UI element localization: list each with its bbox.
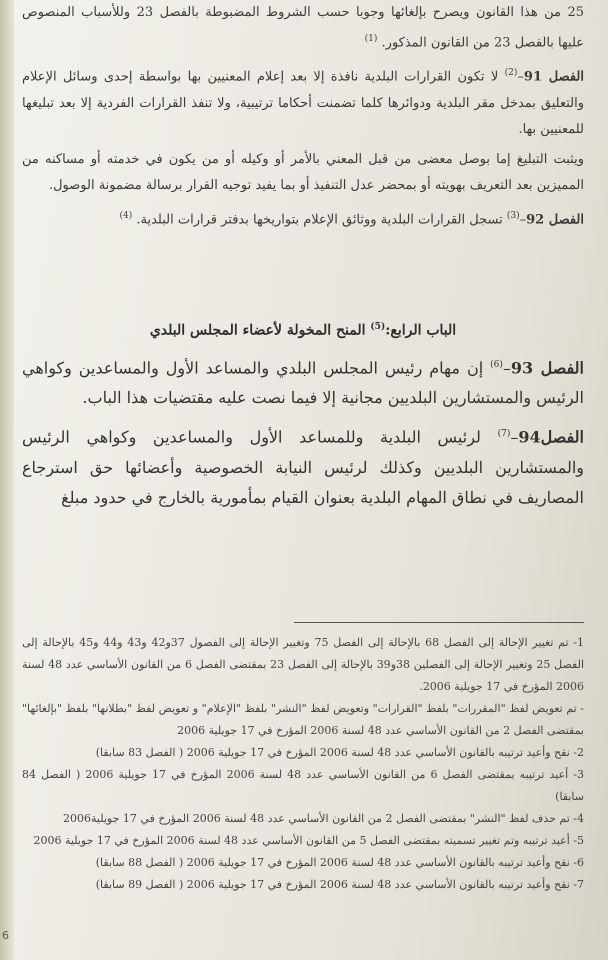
footnote-ref: (6) [490, 360, 503, 370]
paragraph-notification: ويثبت التبليغ إما بوصل معضى من قبل المعني بالأمر أو وكيله أو من يكون في خدمته أو مساكنه من المميزين بعد التعريف بهويته أو بمحضر عدل التنفيذ أو بما يفيد توجيه القرار برسالة مضمونة الوصول. [22, 151, 584, 193]
section-heading: الباب الرابع:$^{(5)}$ المنح المخولة لأعضاء المجلس البلدي [149, 322, 457, 339]
footnote: 3- أعيد ترتيبه بمقتضى الفصل 6 من القانون الأساسي عدد 48 لسنة 2006 المؤرخ في 17 جويلية 2006 ( الفصل 84 سابقا) [22, 768, 585, 803]
paragraph-continuation: 25 من هذا القانون ويصرح بإلغائها وجوبا حسب الشروط المضبوطة بالفصل 23 وللأسباب المنصوص عليها بالفصل 23 من القانون المذكور. $^{(1)}$ [22, 5, 584, 51]
article-94: الفصل94–$^{(7)}$ لرئيس البلدية وللمساعد الأول والمساعدين وكواهي الرئيس والمستشارين البلديين وكذلك لرئيس النيابة الخصوصية وأعضائها حق استرجاع المصاريف في نطاق المهام البلدية بعنوان القيام بمأمورية بالخارج في حدود مبلغ [22, 427, 584, 507]
footnote: 6- نقح وأعيد ترتيبه بالقانون الأساسي عدد 48 لسنة 2006 المؤرخ في 17 جويلية 2006 ( الفصل 88 سابقا) [95, 856, 584, 869]
article-label: الفصل 92 [526, 211, 584, 227]
article-92: الفصل 92–$^{(3)}$ تسجل القرارات البلدية ووثائق الإعلام بتواريخها بدفتر قرارات البلدية. $^{(4)}$ [119, 210, 584, 227]
article-text: لرئيس البلدية وللمساعد الأول والمساعدين وكواهي الرئيس والمستشارين البلديين وكذلك لرئيس النيابة الخصوصية وأعضائها حق استرجاع المصاريف في نطاق المهام البلدية بعنوان القيام بمأمورية بالخارج في حدود مبلغ [22, 427, 584, 507]
footnote: - تم تعويض لفظ "المقررات" بلفظ "القرارات" وتعويض لفظ "النشر" بلفظ "الإعلام" و تعويض لفظ "بطلانها" بلفظ "بإلغائها" بمقتضى الفصل 2 من القانون الأساسي عدد 48 لسنة 2006 المؤرخ في 17 جويلية 2006 [22, 702, 584, 737]
footnote-ref: (5) [370, 322, 386, 332]
footnote-divider [294, 622, 584, 623]
footnote-ref: (7) [497, 429, 511, 440]
main-text-block [22, 350, 584, 519]
page-number: 6 [2, 929, 9, 942]
top-text-block [22, 0, 584, 237]
article-91: الفصل 91–$^{(2)}$ لا تكون القرارات البلدية نافذة إلا بعد إعلام المعنيين بها بواسطة إحدى وسائل الإعلام والتعليق بمدخل مقر البلدية ودوائرها كلما تضمنت أحكاما ترتيبية، ولا تنفذ القرارات الفردية إلا بعد تبليغها للمعنيين بها. [22, 68, 584, 137]
article-label: الفصل 93 [510, 358, 584, 378]
footnote-ref: (3) [506, 210, 520, 221]
footnote: 7- نقح وأعيد ترتيبه بالقانون الأساسي عدد 48 لسنة 2006 المؤرخ في 17 جويلية 2006 ( الفصل 89 سابقا) [95, 878, 584, 891]
section-title: المنح المخولة لأعضاء المجلس البلدي [149, 322, 366, 339]
article-label: الفصل94 [518, 427, 584, 447]
footnotes [22, 632, 584, 896]
book-spine [0, 0, 14, 960]
footnote-ref: (2) [504, 68, 518, 79]
footnote: 2- نقح وأعيد ترتيبه بالقانون الأساسي عدد 48 لسنة 2006 المؤرخ في 17 جويلية 2006 ( الفصل 83 سابقا) [95, 746, 584, 759]
article-label: الفصل 91 [523, 69, 584, 85]
article-93: الفصل 93–$^{(6)}$ إن مهام رئيس المجلس البلدي والمساعد الأول والمساعدين وكواهي الرئيس والمستشارين البلديين مجانية إلا فيما نصت عليه مقتضيات هذا الباب. [22, 358, 584, 408]
footnote: 5- أعيد ترتيبه وتم تغيير تسميته بمقتضى الفصل 5 من القانون الأساسي عدد 48 لسنة 2006 المؤرخ في 17 جويلية 2006 [33, 834, 584, 847]
footnote: 1- تم تغيير الإحالة إلى الفصل 68 بالإحالة إلى الفصل 75 وتغيير الإحالة إلى الفصول 37و42 و43 و44 و45 بالإحالة إلى الفصل 25 وتغيير الإحالة إلى الفصلين 38و39 بالإحالة إلى الفصل 23 بمقتضى الفصل 6 من القانون الأساسي عدد 48 لسنة 2006 المؤرخ في 17 جويلية 2006. [22, 636, 585, 693]
footnote: 4- تم حذف لفظ "النشر" بمقتضى الفصل 2 من القانون الأساسي عدد 48 لسنة 2006 المؤرخ في 17 جويلية2006 [63, 812, 584, 825]
footnote-ref: (4) [119, 210, 133, 221]
article-text: إن مهام رئيس المجلس البلدي والمساعد الأول والمساعدين وكواهي الرئيس والمستشارين البلديين مجانية إلا فيما نصت عليه مقتضيات هذا الباب. [22, 358, 584, 408]
article-text: تسجل القرارات البلدية ووثائق الإعلام بتواريخها بدفتر قرارات البلدية. [136, 211, 503, 227]
footnote-ref: (1) [364, 34, 378, 44]
article-text: لا تكون القرارات البلدية نافذة إلا بعد إعلام المعنيين بها بواسطة إحدى وسائل الإعلام والتعليق بمدخل مقر البلدية ودوائرها كلما تضمنت أحكاما ترتيبية، ولا تنفذ القرارات الفردية إلا بعد تبليغها للمعنيين بها. [22, 69, 584, 137]
